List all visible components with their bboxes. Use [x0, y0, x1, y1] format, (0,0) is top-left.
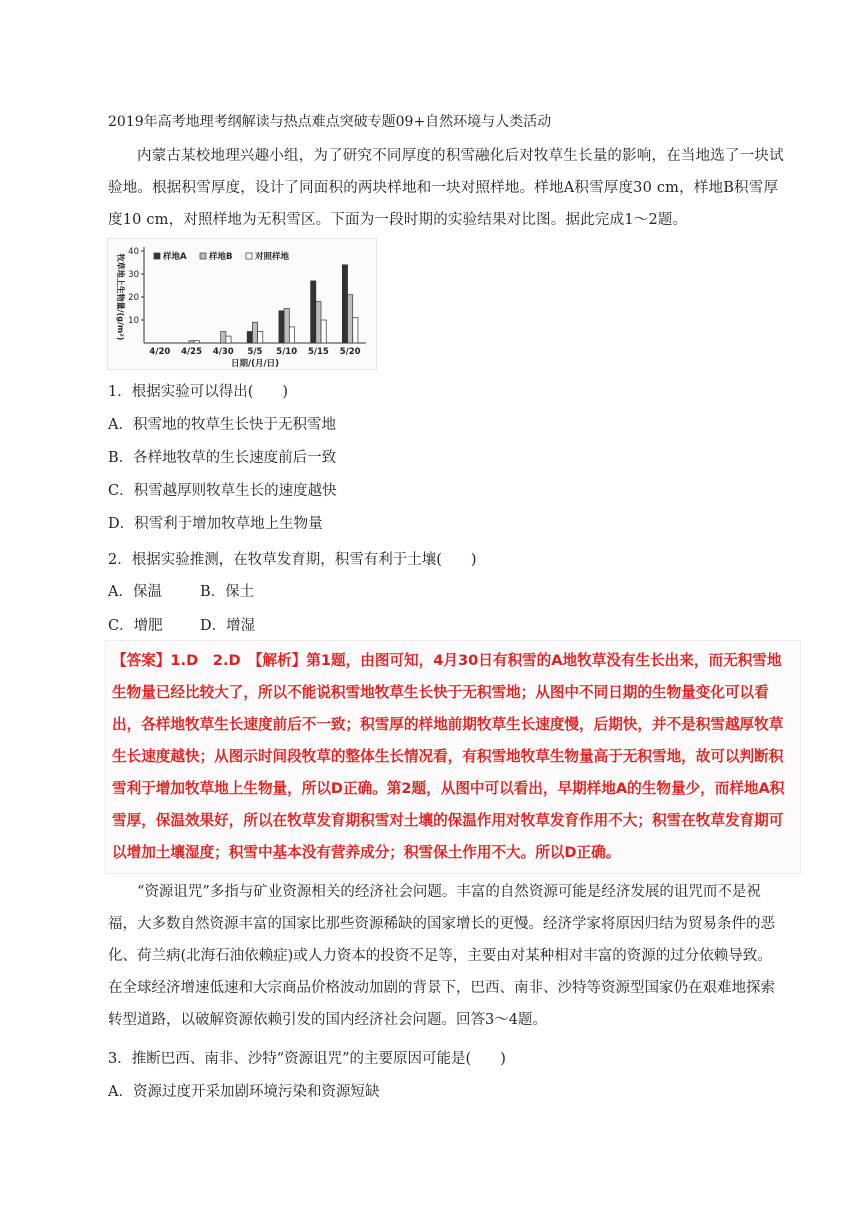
- x-tick-label: 5/15: [307, 347, 329, 357]
- intro-paragraph: 内蒙古某校地理兴趣小组，为了研究不同厚度的积雪融化后对牧草生长量的影响，在当地选了一块试验地。根据积雪厚度，设计了同面积的两块样地和一块对照样地。样地A积雪厚度30 cm，样地B积雪厚度10 cm，对照样地为无积雪区。下面为一段时期的实验结果对比图。据此完成1～2题。: [108, 148, 784, 228]
- x-tick-label: 5/5: [247, 347, 263, 357]
- document-title: 2019年高考地理考纲解读与热点难点突破专题09+自然环境与人类活动: [108, 114, 552, 130]
- legend-swatch: [246, 253, 252, 259]
- legend-label: 对照样地: [255, 252, 290, 262]
- legend-swatch: [200, 253, 206, 259]
- question-1-option-a: A．积雪地的牧草生长快于无积雪地: [108, 417, 336, 433]
- bar-2: [321, 320, 326, 343]
- bar-1: [189, 341, 194, 343]
- bar-2: [289, 327, 294, 343]
- bar-1: [348, 295, 353, 343]
- answer-values: 1.D 2.D: [170, 652, 241, 669]
- bar-0: [342, 265, 347, 343]
- answer-block: [105, 640, 801, 874]
- bar-0: [311, 281, 316, 343]
- analysis-label: 【解析】: [255, 652, 307, 669]
- question-1-option-d: D．积雪利于增加牧草地上生物量: [108, 516, 323, 532]
- chart-svg: [108, 239, 376, 369]
- bar-1: [284, 309, 289, 344]
- y-tick-label: 20: [128, 293, 139, 303]
- question-2-option-a: A．保温: [108, 584, 162, 600]
- analysis-text: 第1题，由图可知，4月30日有积雪的A地牧草没有生长出来，而无积雪地生物量已经比较大了，所以不能说积雪地牧草生长快于无积雪地；从图中不同日期的生物量变化可以看出，各样地牧草生长速度前后不一致；积雪厚的样地前期牧草生长速度慢，后期快，并不是积雪越厚牧草生长速度越快；从图示时间段牧草的整体生长情况看，有积雪地牧草生物量高于无积雪地，故可以判断积雪利于增加牧草地上生物量，所以D正确。第2题，从图中可以看出，早期样地A的生物量少，而样地A积雪厚，保温效果好，所以在牧草发育期积雪对土壤的保温作用对牧草发育作用不大；积雪在牧草发育期可以增加土壤湿度；积雪中基本没有营养成分；积雪保土作用不大。所以D正确。: [112, 652, 785, 861]
- question-2-option-b: B．保土: [200, 584, 255, 600]
- y-tick-label: 40: [128, 247, 139, 257]
- x-tick-label: 5/20: [339, 347, 361, 357]
- x-tick-label: 4/20: [149, 347, 171, 357]
- bar-1: [316, 302, 321, 343]
- question-3-option-a: A．资源过度开采加剧环境污染和资源短缺: [108, 1084, 380, 1100]
- x-tick-label: 4/25: [181, 347, 203, 357]
- question-3-stem: 3．推断巴西、南非、沙特“资源诅咒”的主要原因可能是( ): [108, 1051, 506, 1067]
- bar-0: [247, 332, 252, 344]
- question-2-options-row-2: [108, 612, 784, 640]
- bar-2: [226, 336, 231, 343]
- passage-2: “资源诅咒”多指与矿业资源相关的经济社会问题。丰富的自然资源可能是经济发展的诅咒而不是祝福，大多数自然资源丰富的国家比那些资源稀缺的国家增长的更慢。经济学家将原因归结为贸易条件的恶化、荷兰病(北海石油依赖症)或人力资本的投资不足等，主要由对某种相对丰富的资源的过分依赖导致。在全球经济增速低速和大宗商品价格波动加剧的背景下，巴西、南非、沙特等资源型国家仍在艰难地探索转型道路，以破解资源依赖引发的国内经济社会问题。回答3～4题。: [108, 884, 775, 1028]
- x-tick-label: 4/30: [212, 347, 234, 357]
- bar-chart: [107, 238, 377, 370]
- bar-2: [258, 332, 263, 344]
- bar-2: [353, 318, 358, 343]
- bar-2: [194, 341, 199, 343]
- x-tick-label: 5/10: [276, 347, 298, 357]
- question-2-stem: 2．根据实验推测，在牧草发育期，积雪有利于土壤( ): [108, 552, 477, 568]
- question-2-options-row-1: [108, 578, 784, 606]
- bar-0: [279, 311, 284, 343]
- question-1-option-b: B．各样地牧草的生长速度前后一致: [108, 450, 337, 466]
- answer-label: 【答案】: [112, 652, 171, 669]
- bar-1: [252, 322, 257, 343]
- question-1-option-c: C．积雪越厚则牧草生长的速度越快: [108, 483, 337, 499]
- y-axis-label: 牧草地上生物量/(g/m²): [116, 253, 125, 341]
- question-2-option-c: C．增肥: [108, 618, 163, 634]
- legend-label: 样地A: [163, 252, 187, 262]
- x-axis-label: 日期/(月/日): [231, 359, 279, 369]
- question-1-stem: 1．根据实验可以得出( ): [108, 384, 289, 400]
- bar-1: [221, 332, 226, 344]
- legend-swatch: [154, 253, 160, 259]
- legend-label: 样地B: [209, 252, 233, 262]
- y-tick-label: 30: [128, 270, 139, 280]
- y-tick-label: 10: [128, 316, 139, 326]
- question-2-option-d: D．增湿: [200, 618, 256, 634]
